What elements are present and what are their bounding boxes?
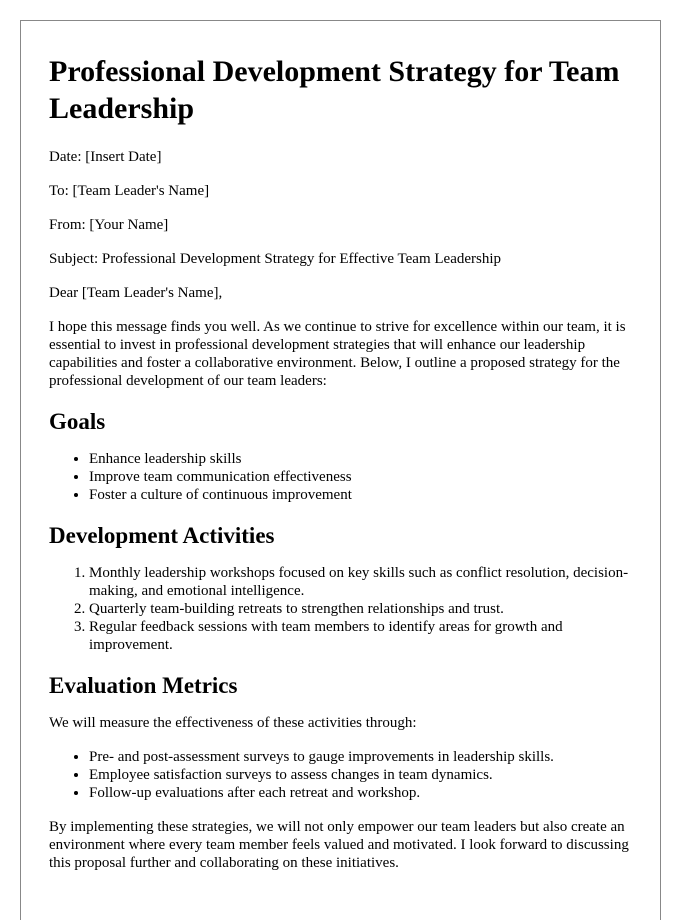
date-line: Date: [Insert Date] xyxy=(49,149,162,165)
list-item: • Improve team communication effectiveness xyxy=(89,468,632,486)
closing-paragraph: By implementing these strategies, we will not only empower our team leaders but also create an environment where every team member feels valued and motivated. I look forward to discussing this proposal further and collaborating on these initiatives. xyxy=(49,819,629,871)
subject-line: Subject: Professional Development Strategy for Effective Team Leadership xyxy=(49,251,502,267)
to-line: To: [Team Leader's Name] xyxy=(49,183,210,199)
list-item: 1. Monthly leadership workshops focused on key skills such as conflict resolution, decision-making, and emotional intelligence. xyxy=(89,564,632,600)
metrics-intro: We will measure the effectiveness of these activities through: xyxy=(49,715,417,731)
list-item: • Enhance leadership skills xyxy=(89,450,632,468)
list-item: 2. Quarterly team-building retreats to strengthen relationships and trust. xyxy=(89,600,632,618)
document-title: Professional Development Strategy for Team Leadership xyxy=(49,55,620,125)
list-item: • Employee satisfaction surveys to assess changes in team dynamics. xyxy=(89,766,632,784)
intro-paragraph: I hope this message finds you well. As we continue to strive for excellence within our team, it is essential to invest in professional development strategies that will enhance our leadership capabilities and foster a collaborative environment. Below, I outline a proposed strategy for the professional development of our team leaders: xyxy=(49,319,626,389)
list-item: • Follow-up evaluations after each retreat and workshop. xyxy=(89,784,632,802)
activities-list xyxy=(49,564,632,654)
goals-list xyxy=(49,450,632,504)
letter-document xyxy=(20,20,661,920)
from-line: From: [Your Name] xyxy=(49,217,169,233)
list-item: • Pre- and post-assessment surveys to gauge improvements in leadership skills. xyxy=(89,748,632,766)
activities-heading: Development Activities xyxy=(49,523,275,548)
metrics-heading: Evaluation Metrics xyxy=(49,673,238,698)
list-item: 3. Regular feedback sessions with team members to identify areas for growth and improvement. xyxy=(89,618,632,654)
metrics-list xyxy=(49,748,632,802)
goals-heading: Goals xyxy=(49,409,106,434)
salutation: Dear [Team Leader's Name], xyxy=(49,285,223,301)
list-item: • Foster a culture of continuous improvement xyxy=(89,486,632,504)
